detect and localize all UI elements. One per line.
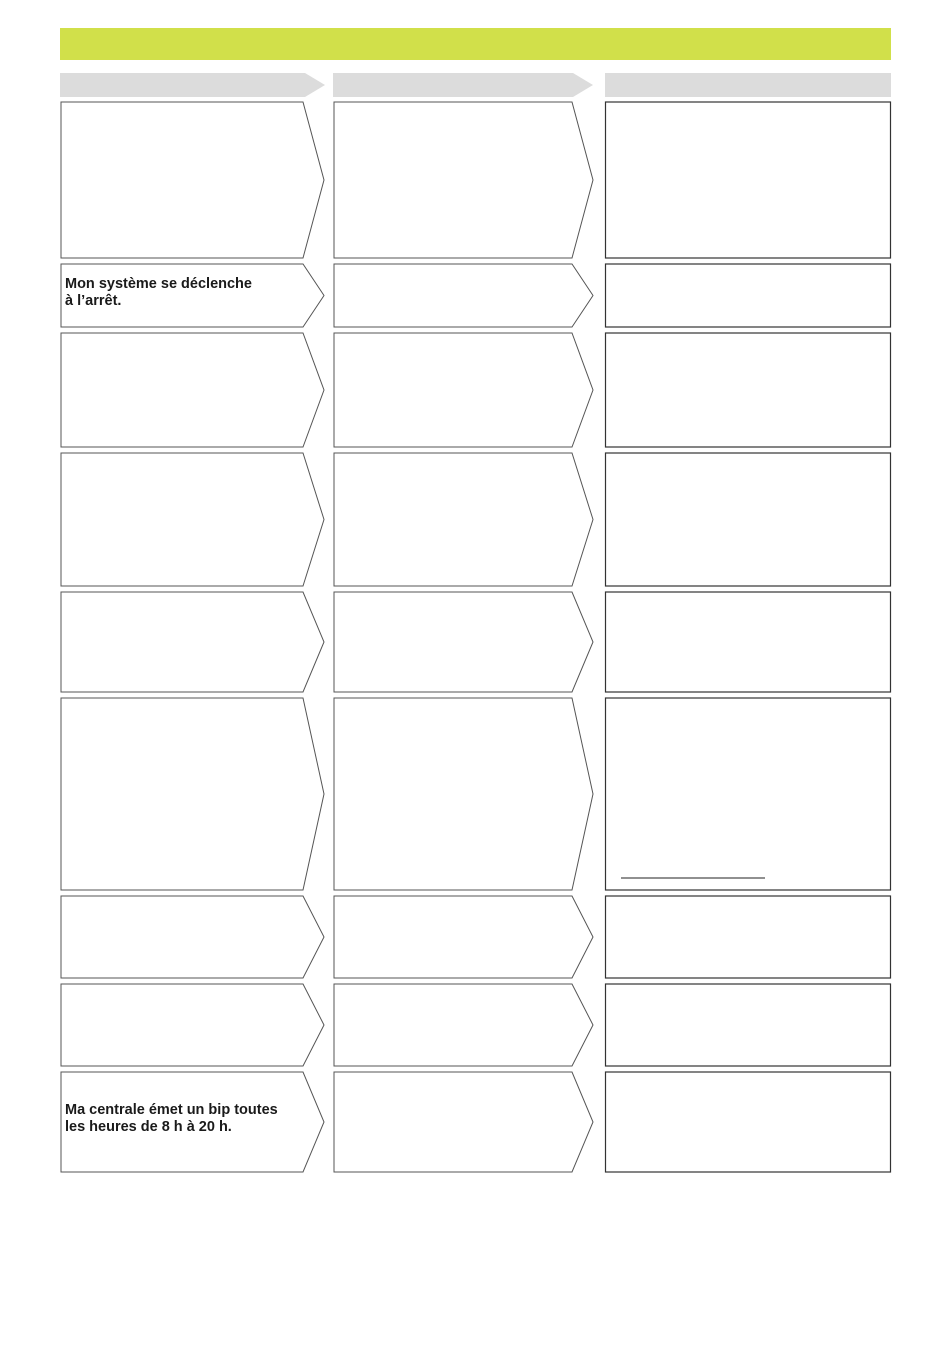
cause-cell-row-9 [334,1072,593,1172]
title-bar [60,28,891,60]
problem-cell-row-5 [61,592,324,692]
cause-cell-row-1 [334,102,593,258]
problem-cell-row-6 [61,698,324,890]
solution-cell-row-5 [606,592,891,692]
cause-cell-row-8 [334,984,593,1066]
cause-cell-row-5 [334,592,593,692]
solution-cell-row-1 [606,102,891,258]
solution-cell-row-6 [606,698,891,890]
solution-cell-row-7 [606,896,891,978]
solution-cell-row-9 [606,1072,891,1172]
problem-cell-row-4 [61,453,324,586]
cause-cell-row-6 [334,698,593,890]
column-header-cause [333,73,593,97]
column-header-problem [60,73,325,97]
problem-text-row-9: Ma centrale émet un bip toutes les heures de 8 h à 20 h. [65,1102,278,1135]
problem-cell-row-1 [61,102,324,258]
solution-cell-row-8 [606,984,891,1066]
cause-cell-row-3 [334,333,593,447]
column-header-solution [605,73,891,97]
solution-cell-row-2 [606,264,891,327]
cause-cell-row-7 [334,896,593,978]
cause-cell-row-4 [334,453,593,586]
problem-cell-row-7 [61,896,324,978]
solution-cell-row-3 [606,333,891,447]
cause-cell-row-2 [334,264,593,327]
problem-text-row-2: Mon système se déclenche à l’arrêt. [65,276,252,309]
solution-cell-row-4 [606,453,891,586]
problem-cell-row-8 [61,984,324,1066]
problem-cell-row-3 [61,333,324,447]
